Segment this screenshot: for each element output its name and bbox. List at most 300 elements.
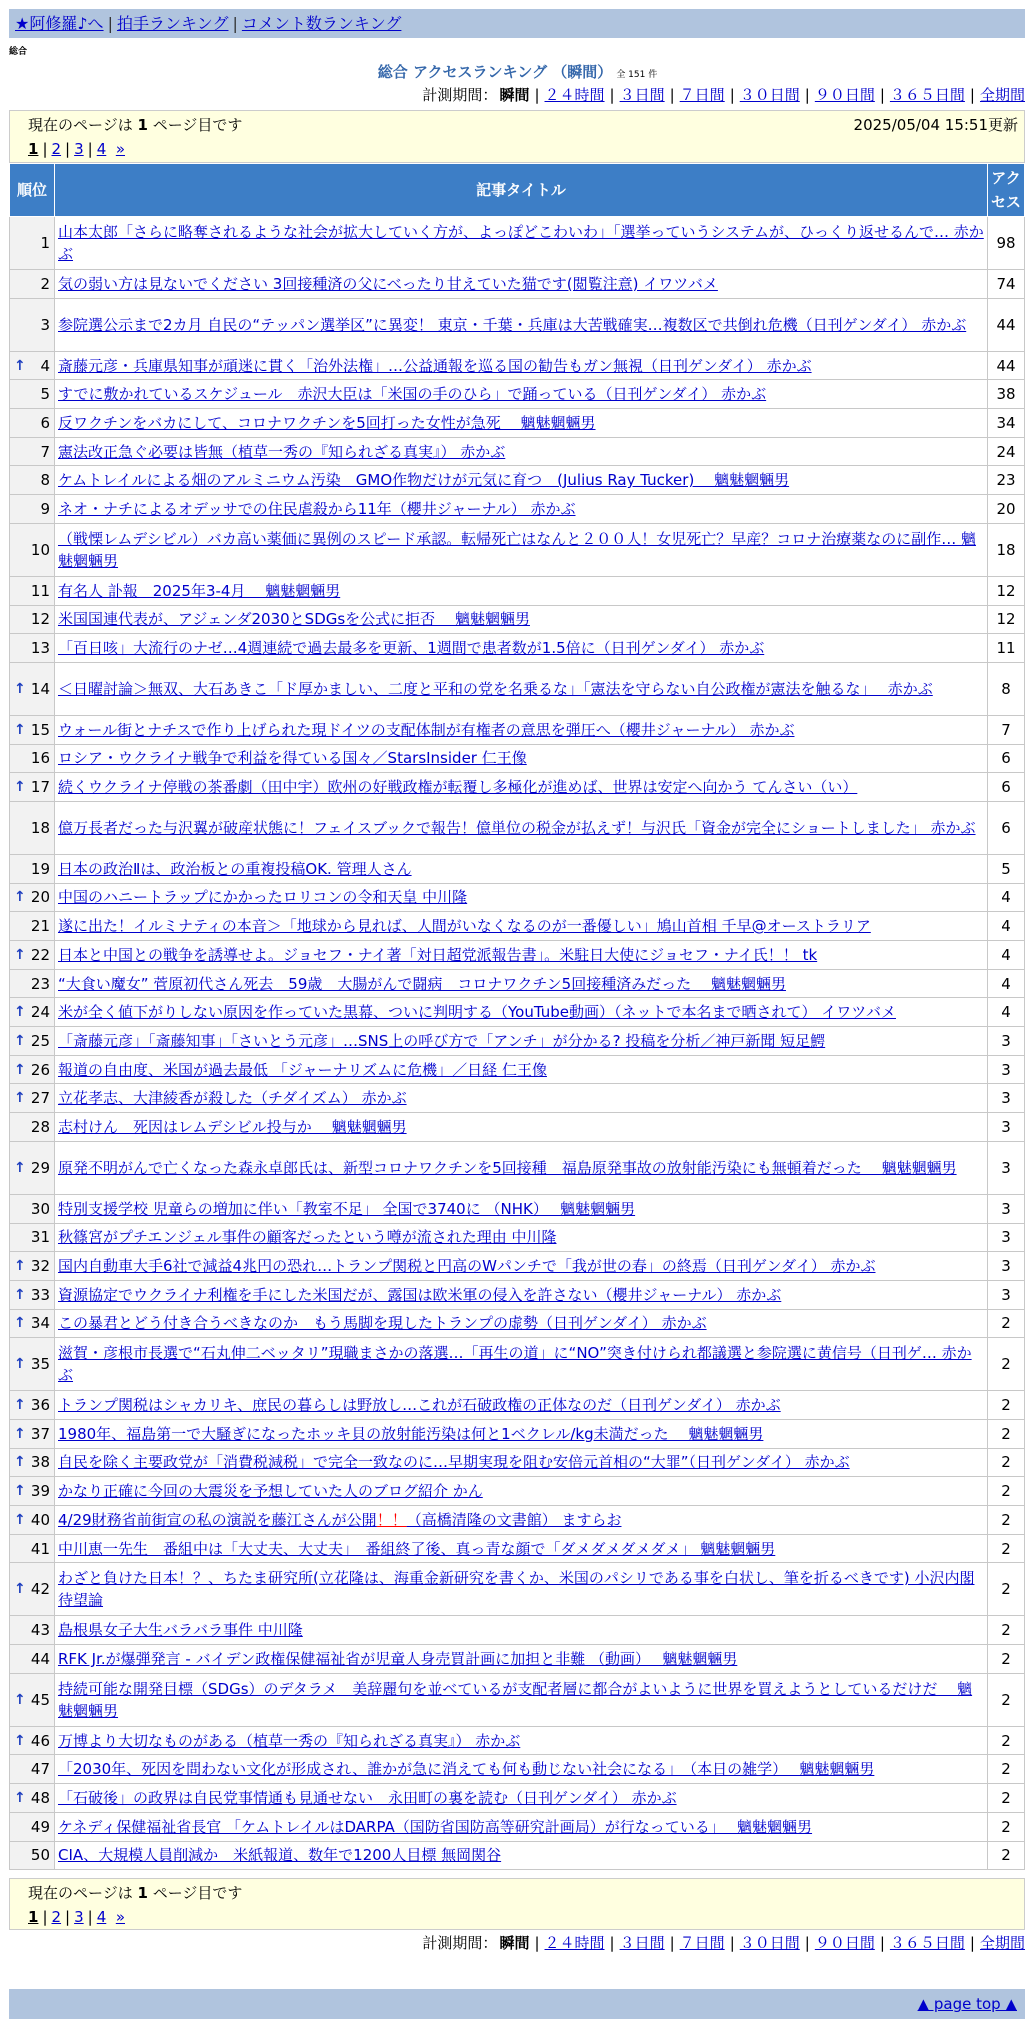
access-count: 3 [988, 1141, 1025, 1194]
rank-number: 41 [30, 1539, 50, 1558]
rank-number: 13 [30, 639, 50, 658]
title-cell [55, 912, 988, 941]
rank-cell [10, 1726, 55, 1755]
rank-number: 4 [40, 356, 50, 375]
article-title: 「2030年、死因を問わない文化が形成され、誰かが急に消えても何も動じない社会になる」 （本日の雑学） 魑魅魍魎男 [58, 1760, 875, 1779]
article-link[interactable] [58, 1314, 707, 1332]
article-title: ロシア・ウクライナ戦争で利益を得ている国々／StarsInsider 仁王像 [58, 749, 527, 768]
table-row [10, 1812, 1025, 1841]
period-label: 計測期間： [422, 1934, 498, 1952]
rank-cell [10, 1477, 55, 1506]
period-link-5[interactable]: ９０日間 [814, 86, 875, 104]
rank-cell [10, 634, 55, 663]
rank-header: 順位 [10, 164, 55, 217]
article-title: かなり正確に今回の大震災を予想していた人のブログ紹介 かん [58, 1482, 483, 1501]
title-cell [55, 351, 988, 380]
ranking-table [9, 163, 1025, 1870]
access-count: 2 [988, 1534, 1025, 1563]
article-title: 中川恵一先生 番組中は「大丈夫、大丈夫」 番組終了後、真っ青な顔で「ダメダメダメダメ」 魑魅魍魎男 [58, 1539, 776, 1558]
article-link[interactable] [58, 582, 340, 600]
rank-cell [10, 969, 55, 998]
home-link[interactable]: ★阿修羅♪へ [15, 14, 104, 33]
access-count: 2 [988, 1309, 1025, 1338]
period-link-2[interactable]: ３日間 [619, 86, 665, 104]
table-row [10, 1534, 1025, 1563]
up-arrow-icon: ↑ [14, 1732, 26, 1749]
table-row [10, 380, 1025, 409]
rank-number: 30 [30, 1199, 50, 1218]
rank-cell [10, 576, 55, 605]
access-header: アクセス [988, 164, 1025, 217]
article-link[interactable] [58, 1003, 896, 1021]
rank-number: 16 [30, 749, 50, 768]
access-count: 44 [988, 298, 1025, 351]
rank-cell [10, 1841, 55, 1870]
title-cell [55, 1784, 988, 1813]
article-title: 自民を除く主要政党が「消費税減税」で完全一致なのに…早期実現を阻む安倍元首相の“大罪”（日刊ゲンダイ） 赤かぶ [58, 1453, 850, 1472]
rank-number: 45 [30, 1690, 50, 1709]
rank-number: 34 [30, 1314, 50, 1333]
title-cell [55, 1084, 988, 1113]
up-arrow-icon: ↑ [14, 1061, 26, 1078]
article-link[interactable] [58, 500, 576, 518]
access-count: 2 [988, 1726, 1025, 1755]
article-link[interactable] [58, 1621, 303, 1639]
period-link-4[interactable]: ３０日間 [739, 86, 800, 104]
access-count: 2 [988, 1391, 1025, 1420]
up-arrow-icon: ↑ [14, 946, 26, 963]
article-link[interactable] [58, 1032, 825, 1050]
rank-number: 48 [30, 1788, 50, 1807]
page-separator: | [65, 140, 71, 158]
article-title: （戦慄レムデシビル）バカ高い薬価に異例のスピード承認。転帰死亡はなんと２００人！女児死亡？早産？コロナ治療薬なのに副作… 魑魅魍魎男 [58, 529, 976, 570]
rank-number: 17 [30, 778, 50, 797]
current-page: 1 [137, 1884, 148, 1902]
article-link[interactable] [58, 778, 857, 796]
rank-number: 2 [40, 274, 50, 293]
rank-number: 10 [30, 540, 50, 559]
rank-number: 31 [30, 1228, 50, 1247]
period-separator: | [804, 86, 810, 104]
article-title: 秋篠宮がプチエンジェル事件の顧客だったという噂が流された理由 中川隆 [58, 1228, 557, 1247]
rank-number: 22 [30, 945, 50, 964]
access-count: 44 [988, 351, 1025, 380]
title-cell [55, 801, 988, 854]
title-cell [55, 1419, 988, 1448]
rank-cell [10, 437, 55, 466]
article-link[interactable] [58, 1089, 407, 1107]
total-count: 全 151 件 [616, 70, 658, 80]
page-separator: | [87, 140, 93, 158]
article-title: 億万長者だった与沢翼が破産状態に！フェイスブックで報告！億単位の税金が払えず！与沢氏「資金が完全にショートしました」 赤かぶ [58, 818, 976, 837]
title-cell [55, 969, 988, 998]
period-separator: | [609, 86, 615, 104]
page-link-3[interactable]: 4 [96, 140, 107, 158]
period-link-4[interactable]: ３０日間 [739, 1934, 800, 1952]
access-count: 2 [988, 1506, 1025, 1535]
article-title: 有名人 訃報 2025年3-4月 魑魅魍魎男 [58, 581, 341, 600]
nav-separator: | [232, 14, 238, 33]
access-count: 3 [988, 1055, 1025, 1084]
title-text: 総合 アクセスランキング （瞬間） [377, 63, 613, 81]
title-cell [55, 409, 988, 438]
article-link[interactable] [58, 1453, 850, 1471]
up-arrow-icon: ↑ [14, 779, 26, 796]
rank-cell [10, 801, 55, 854]
title-cell [55, 1309, 988, 1338]
title-cell [55, 437, 988, 466]
rank-number: 28 [30, 1117, 50, 1136]
table-row [10, 351, 1025, 380]
up-arrow-icon: ↑ [14, 1425, 26, 1442]
page-link-2[interactable]: 3 [74, 1908, 84, 1926]
rank-cell [10, 1812, 55, 1841]
article-link[interactable] [58, 357, 812, 375]
rank-number: 43 [30, 1621, 50, 1640]
rank-number: 23 [30, 974, 50, 993]
article-title: 原発不明がんで亡くなった森永卓郎氏は、新型コロナワクチンを5回接種 福島原発事故の放射能汚染にも無頓着だった 魑魅魍魎男 [58, 1158, 957, 1177]
table-row [10, 715, 1025, 744]
article-link[interactable] [58, 680, 933, 698]
access-count: 3 [988, 1252, 1025, 1281]
article-link[interactable] [58, 888, 467, 906]
page-link-4[interactable]: » [115, 140, 125, 158]
article-link[interactable] [58, 1200, 635, 1218]
article-link[interactable] [58, 385, 766, 403]
up-arrow-icon: ↑ [14, 1691, 26, 1708]
title-cell [55, 1252, 988, 1281]
page-separator: | [65, 1908, 71, 1926]
article-title: この暴君とどう付き合うべきなのか もう馬脚を現したトランプの虚勢（日刊ゲンダイ） 赤かぶ [58, 1314, 707, 1333]
article-link[interactable] [58, 946, 817, 964]
rank-number: 35 [30, 1355, 50, 1374]
access-count: 8 [988, 662, 1025, 715]
title-cell [55, 466, 988, 495]
article-link[interactable] [58, 1846, 501, 1864]
article-link[interactable] [58, 414, 596, 432]
access-count: 2 [988, 1645, 1025, 1674]
period-separator: | [534, 1934, 540, 1952]
up-arrow-icon: ↑ [14, 1397, 26, 1414]
rank-number: 5 [40, 385, 50, 404]
article-title: RFK Jr.が爆弾発言 - バイデン政権保健福祉省が児童人身売買計画に加担と非難 （動画） 魑魅魍魎男 [58, 1649, 738, 1668]
table-row [10, 576, 1025, 605]
category-label: 総合 [9, 47, 28, 57]
article-title: ケムトレイルによる畑のアルミニウム汚染 GMO作物だけが元気に育つ (Julius Ray Tucker) 魑魅魍魎男 [58, 471, 790, 490]
title-emphasis: ！！ [376, 1510, 407, 1529]
page-link-3[interactable]: 4 [96, 1908, 107, 1926]
access-count: 2 [988, 1673, 1025, 1726]
period-link-2[interactable]: ３日間 [619, 1934, 665, 1952]
article-link[interactable] [58, 1118, 407, 1136]
rank-number: 19 [30, 859, 50, 878]
table-row [10, 1309, 1025, 1338]
rank-cell [10, 1084, 55, 1113]
article-link[interactable] [58, 223, 984, 263]
period-link-5[interactable]: ９０日間 [814, 1934, 875, 1952]
article-link[interactable] [58, 1228, 557, 1246]
page-text-pre: 現在のページは [28, 1884, 138, 1902]
table-row [10, 409, 1025, 438]
period-link-6[interactable]: ３６５日間 [889, 86, 965, 104]
up-arrow-icon: ↑ [14, 680, 26, 697]
table-row [10, 1223, 1025, 1252]
comment-ranking-link[interactable]: コメント数ランキング [241, 14, 402, 33]
page-link-1[interactable]: 2 [51, 140, 62, 158]
title-cell [55, 1563, 988, 1616]
article-link[interactable] [58, 721, 794, 739]
rank-number: 7 [40, 442, 50, 461]
rank-cell [10, 1784, 55, 1813]
rank-cell [10, 523, 55, 576]
rank-number: 47 [30, 1760, 50, 1779]
period-separator: | [729, 1934, 735, 1952]
page-separator: | [42, 140, 48, 158]
page-link-4[interactable]: » [115, 1908, 125, 1926]
rank-cell [10, 605, 55, 634]
table-row [10, 634, 1025, 663]
table-row [10, 1338, 1025, 1391]
table-row [10, 1645, 1025, 1674]
access-count: 4 [988, 998, 1025, 1027]
rank-cell [10, 1391, 55, 1420]
applause-ranking-link[interactable]: 拍手ランキング [116, 14, 229, 33]
title-cell [55, 1616, 988, 1645]
access-count: 24 [988, 437, 1025, 466]
up-arrow-icon: ↑ [14, 1581, 26, 1598]
top-nav-bar [9, 9, 1025, 38]
rank-number: 39 [30, 1482, 50, 1501]
article-link[interactable] [58, 1482, 483, 1500]
article-link[interactable] [58, 1818, 812, 1836]
article-link[interactable] [58, 975, 786, 993]
rank-cell [10, 1141, 55, 1194]
period-separator: | [879, 1934, 885, 1952]
up-arrow-icon: ↑ [14, 1315, 26, 1332]
article-link[interactable] [58, 316, 966, 334]
article-link[interactable] [58, 1680, 972, 1720]
up-arrow-icon: ↑ [14, 1789, 26, 1806]
article-link[interactable] [58, 471, 789, 489]
rank-cell [10, 1309, 55, 1338]
title-cell [55, 1338, 988, 1391]
article-link[interactable] [58, 1425, 763, 1443]
access-count: 38 [988, 380, 1025, 409]
rank-number: 37 [30, 1424, 50, 1443]
period-link-7[interactable]: 全期間 [979, 1934, 1025, 1952]
title-cell [55, 217, 988, 270]
title-cell [55, 1223, 988, 1252]
rank-number: 15 [30, 720, 50, 739]
up-arrow-icon: ↑ [14, 357, 26, 374]
rank-number: 18 [30, 818, 50, 837]
period-link-1[interactable]: ２４時間 [544, 86, 605, 104]
rank-number: 32 [30, 1257, 50, 1276]
rank-number: 9 [40, 499, 50, 518]
access-count: 2 [988, 1477, 1025, 1506]
rank-cell [10, 941, 55, 970]
access-count: 74 [988, 270, 1025, 299]
table-row [10, 1055, 1025, 1084]
article-link[interactable] [58, 1540, 775, 1558]
access-count: 4 [988, 969, 1025, 998]
access-count: 2 [988, 1812, 1025, 1841]
up-arrow-icon: ↑ [14, 889, 26, 906]
table-row [10, 1252, 1025, 1281]
title-cell [55, 1645, 988, 1674]
table-row [10, 1784, 1025, 1813]
rank-number: 40 [30, 1510, 50, 1529]
article-link[interactable] [58, 749, 527, 767]
period-label: 計測期間： [422, 86, 498, 104]
article-link[interactable] [58, 1511, 621, 1529]
article-link[interactable] [58, 1286, 781, 1304]
article-link[interactable] [58, 639, 764, 657]
rank-cell [10, 1055, 55, 1084]
article-title: 島根県女子大生バラバラ事件 中川隆 [58, 1621, 303, 1640]
title-cell [55, 1391, 988, 1420]
rank-number: 36 [30, 1396, 50, 1415]
rank-number: 46 [30, 1731, 50, 1750]
period-current: 瞬間 [499, 1934, 530, 1952]
article-link[interactable] [58, 1650, 737, 1668]
up-arrow-icon: ↑ [14, 1483, 26, 1500]
title-cell [55, 1194, 988, 1223]
rank-cell [10, 466, 55, 495]
article-link[interactable] [58, 1061, 547, 1079]
period-separator: | [669, 1934, 675, 1952]
rank-number: 27 [30, 1089, 50, 1108]
rank-number: 29 [30, 1158, 50, 1177]
period-separator: | [969, 86, 975, 104]
access-count: 6 [988, 801, 1025, 854]
period-separator: | [609, 1934, 615, 1952]
article-link[interactable] [58, 1789, 677, 1807]
rank-cell [10, 1419, 55, 1448]
table-row [10, 466, 1025, 495]
up-arrow-icon: ↑ [14, 1356, 26, 1373]
article-title: トランプ関税はシャカリキ、庶民の暮らしは野放し…これが石破政権の正体なのだ（日刊ゲンダイ） 赤かぶ [58, 1396, 781, 1415]
up-arrow-icon: ↑ [14, 1258, 26, 1275]
title-cell [55, 1141, 988, 1194]
access-count: 3 [988, 1113, 1025, 1142]
page-link-1[interactable]: 2 [51, 1908, 62, 1926]
article-link[interactable] [58, 1257, 876, 1275]
article-link[interactable] [58, 443, 505, 461]
page-title [0, 62, 1035, 85]
article-link[interactable] [58, 860, 412, 878]
period-link-7[interactable]: 全期間 [979, 86, 1025, 104]
rank-cell [10, 1645, 55, 1674]
article-link[interactable] [58, 1732, 520, 1750]
table-row [10, 1673, 1025, 1726]
up-arrow-icon: ↑ [14, 1090, 26, 1107]
rank-number: 6 [40, 413, 50, 432]
rank-cell [10, 495, 55, 524]
up-arrow-icon: ↑ [14, 1032, 26, 1049]
table-row [10, 298, 1025, 351]
period-link-6[interactable]: ３６５日間 [889, 1934, 965, 1952]
title-cell [55, 1113, 988, 1142]
access-count: 12 [988, 605, 1025, 634]
table-row [10, 773, 1025, 802]
rank-cell [10, 662, 55, 715]
table-row [10, 1391, 1025, 1420]
article-link[interactable] [58, 1344, 972, 1384]
rank-cell [10, 1448, 55, 1477]
updated-time: 2025/05/04 15:51更新 [853, 116, 1018, 134]
access-count: 2 [988, 1448, 1025, 1477]
period-link-1[interactable]: ２４時間 [544, 1934, 605, 1952]
table-row [10, 1616, 1025, 1645]
title-cell [55, 298, 988, 351]
access-count: 6 [988, 773, 1025, 802]
title-cell [55, 1506, 988, 1535]
title-cell [55, 1477, 988, 1506]
title-cell [55, 998, 988, 1027]
table-row [10, 883, 1025, 912]
access-count: 7 [988, 715, 1025, 744]
page-top-link[interactable]: ▲ page top ▲ [917, 1995, 1017, 2013]
period-link-3[interactable]: ７日間 [679, 1934, 725, 1952]
article-link[interactable] [58, 917, 871, 935]
title-cell [55, 1448, 988, 1477]
article-title: ケネディ保健福祉省長官 「ケムトレイルはDARPA（国防省国防高等研究計画局）が行なっている」 魑魅魍魎男 [58, 1817, 813, 1836]
article-link[interactable] [58, 1159, 957, 1177]
rank-cell [10, 1113, 55, 1142]
table-row [10, 1141, 1025, 1194]
current-page: 1 [137, 116, 148, 134]
access-count: 2 [988, 1419, 1025, 1448]
table-row [10, 217, 1025, 270]
page-info-top [9, 110, 1025, 163]
article-link[interactable] [58, 275, 718, 293]
table-row [10, 1419, 1025, 1448]
rank-cell [10, 1338, 55, 1391]
access-count: 2 [988, 1338, 1025, 1391]
table-row [10, 1084, 1025, 1113]
article-link[interactable] [58, 1396, 781, 1414]
article-link[interactable] [58, 1760, 874, 1778]
article-title: 「石破後」の政界は自民党事情通も見通せない 永田町の裏を読む（日刊ゲンダイ） 赤かぶ [58, 1788, 677, 1807]
article-title: 参院選公示まで2カ月 自民の“テッパン選挙区”に異変！ 東京・千葉・兵庫は大苦戦確実…複数区で共倒れ危機（日刊ゲンダイ） 赤かぶ [58, 315, 967, 334]
title-cell [55, 941, 988, 970]
page-link-2[interactable]: 3 [74, 140, 84, 158]
rank-cell [10, 298, 55, 351]
article-title: ネオ・ナチによるオデッサでの住民虐殺から11年（櫻井ジャーナル） 赤かぶ [58, 499, 576, 518]
article-link[interactable] [58, 1569, 974, 1609]
table-row [10, 1113, 1025, 1142]
access-count: 3 [988, 1084, 1025, 1113]
title-cell [55, 270, 988, 299]
article-title: ＜日曜討論＞無双、大石あきこ「ド厚かましい、二度と平和の党を名乗るな」「憲法を守らない自公政権が憲法を触るな」 赤かぶ [58, 679, 933, 698]
rank-cell [10, 1755, 55, 1784]
article-link[interactable] [58, 819, 976, 837]
access-count: 3 [988, 1223, 1025, 1252]
article-title: 滋賀・彦根市長選で“石丸伸二ベッタリ”現職まさかの落選…「再生の道」に“NO”突き付けられ都議選と参院選に黄信号（日刊ゲ… 赤かぶ [58, 1344, 972, 1385]
period-link-3[interactable]: ７日間 [679, 86, 725, 104]
table-row [10, 744, 1025, 773]
rank-number: 3 [40, 315, 50, 334]
article-link[interactable] [58, 530, 976, 570]
rank-cell [10, 883, 55, 912]
access-count: 2 [988, 1616, 1025, 1645]
article-link[interactable] [58, 610, 530, 628]
table-row [10, 1448, 1025, 1477]
article-title: 米が全く値下がりしない原因を作っていた黒幕、ついに判明する（YouTube動画）（ネットで本名まで晒されて） イワツバメ [58, 1003, 896, 1022]
page-text-pre: 現在のページは [28, 116, 138, 134]
rank-cell [10, 1534, 55, 1563]
